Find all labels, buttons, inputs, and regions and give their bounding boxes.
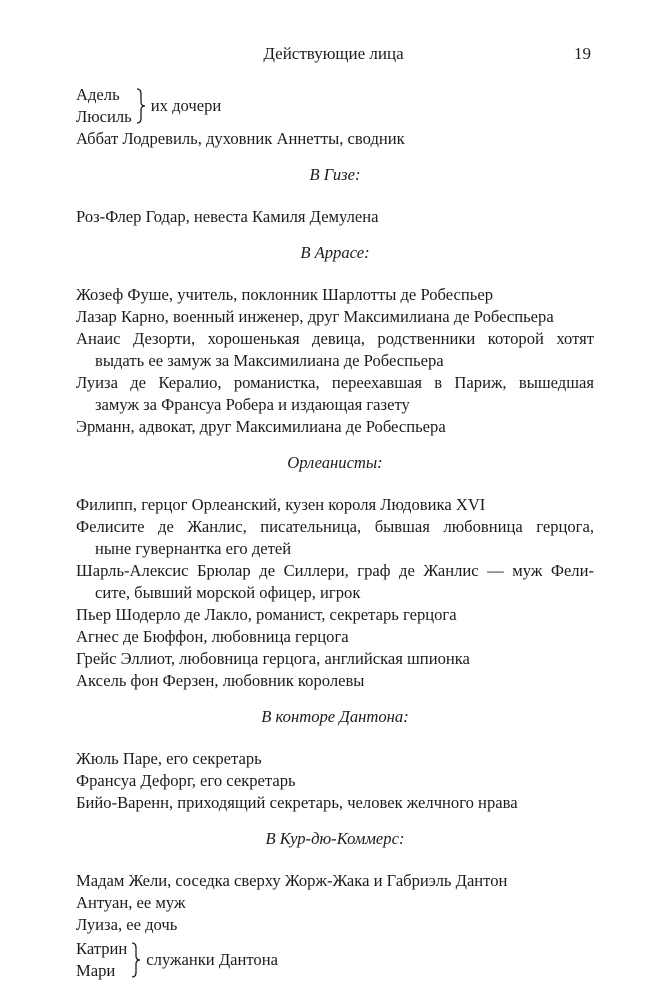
entry-line: Бийо-Варенн, приходящий секретарь, человек желчного нрава [76, 793, 518, 812]
entry-continuation: замуж за Франсуа Робера и издающая газету [95, 395, 410, 414]
spacer [76, 692, 594, 706]
character-entry [76, 416, 594, 438]
entry-line: Франсуа Дефорг, его секретарь [76, 771, 296, 790]
entry-line: Аксель фон Ферзен, любовник королевы [76, 671, 365, 690]
entry-line: Анаис Дезорти, хорошенькая девица, родственники которой хотят [76, 329, 594, 348]
spacer [76, 264, 594, 284]
entry-line: Мадам Жели, соседка сверху Жорж-Жака и Габриэль Дантон [76, 871, 508, 890]
character-entry [76, 284, 594, 306]
character-entry [76, 914, 594, 936]
entry-line: Пьер Шодерло де Лакло, романист, секретарь герцога [76, 605, 457, 624]
entry-line: Фелисите де Жанлис, писательница, бывшая любовница герцога, [76, 517, 594, 536]
character-entry: Аббат Лодревиль, духовник Аннетты, сводник [76, 129, 405, 148]
bracket-group-daughters [76, 84, 594, 128]
character-name: Катрин [76, 939, 128, 958]
spacer [76, 150, 594, 164]
character-entry [76, 892, 594, 914]
entry-line: Лазар Карно, военный инженер, друг Максимилиана де Робеспьера [76, 307, 554, 326]
character-entry [76, 792, 594, 814]
entry-line: Шарль-Алексис Брюлар де Силлери, граф де Жанлис — муж Фели- [76, 561, 594, 580]
section-heading: В конторе Дантона: [261, 707, 409, 726]
entry-continuation: сите, бывший морской офицер, игрок [95, 583, 361, 602]
section-heading: В Гизе: [309, 165, 361, 184]
character-entry [76, 516, 594, 560]
entry-line: Грейс Эллиот, любовница герцога, английская шпионка [76, 649, 470, 668]
entry-line: Луиза де Кералио, романистка, переехавшая в Париж, вышедшая [76, 373, 594, 392]
entry-line: Роз-Флер Годар, невеста Камиля Демулена [76, 207, 379, 226]
page-number: 19 [574, 44, 591, 63]
spacer [76, 228, 594, 242]
entry-line: Антуан, ее муж [76, 893, 186, 912]
character-name: Адель [76, 85, 120, 104]
entry-line: Эрманн, адвокат, друг Максимилиана де Робеспьера [76, 417, 446, 436]
character-entry [76, 648, 594, 670]
bracket-names [76, 938, 127, 982]
spacer [76, 814, 594, 828]
spacer [76, 728, 594, 748]
character-entry [76, 206, 594, 228]
entry-line: Филипп, герцог Орлеанский, кузен короля Людовика XVI [76, 495, 486, 514]
character-entry [76, 870, 594, 892]
section-heading: В Кур-дю-Коммерс: [265, 829, 405, 848]
entry-line: Луиза, ее дочь [76, 915, 178, 934]
spacer [76, 438, 594, 452]
character-entry [76, 670, 594, 692]
sections [76, 150, 594, 938]
bracket-note: их дочери [150, 96, 222, 115]
curly-brace-icon [135, 88, 147, 124]
character-entry [76, 560, 594, 604]
entry-line: Жюль Паре, его секретарь [76, 749, 262, 768]
curly-brace-icon [130, 942, 142, 978]
page-content [76, 84, 594, 982]
character-entry [76, 748, 594, 770]
section-heading: В Аррасе: [300, 243, 370, 262]
entry-continuation: выдать ее замуж за Максимилиана де Робеспьера [95, 351, 444, 370]
character-entry [76, 770, 594, 792]
spacer [76, 850, 594, 870]
character-entry [76, 372, 594, 416]
bracket-group-servants [76, 938, 594, 982]
character-name: Мари [76, 961, 116, 980]
section-heading: Орлеанисты: [287, 453, 383, 472]
bracket-note: служанки Дантона [146, 950, 278, 969]
character-name: Люсиль [76, 107, 132, 126]
entry-line: Жозеф Фуше, учитель, поклонник Шарлотты де Робеспьер [76, 285, 494, 304]
bracket-names [76, 84, 132, 128]
character-entry [76, 604, 594, 626]
character-entry [76, 626, 594, 648]
character-entry [76, 328, 594, 372]
running-title: Действующие лица [263, 44, 404, 63]
spacer [76, 186, 594, 206]
spacer [76, 474, 594, 494]
entry-continuation: ныне гувернантка его детей [95, 539, 292, 558]
character-entry [76, 494, 594, 516]
character-entry [76, 306, 594, 328]
entry-line: Агнес де Бюффон, любовница герцога [76, 627, 349, 646]
